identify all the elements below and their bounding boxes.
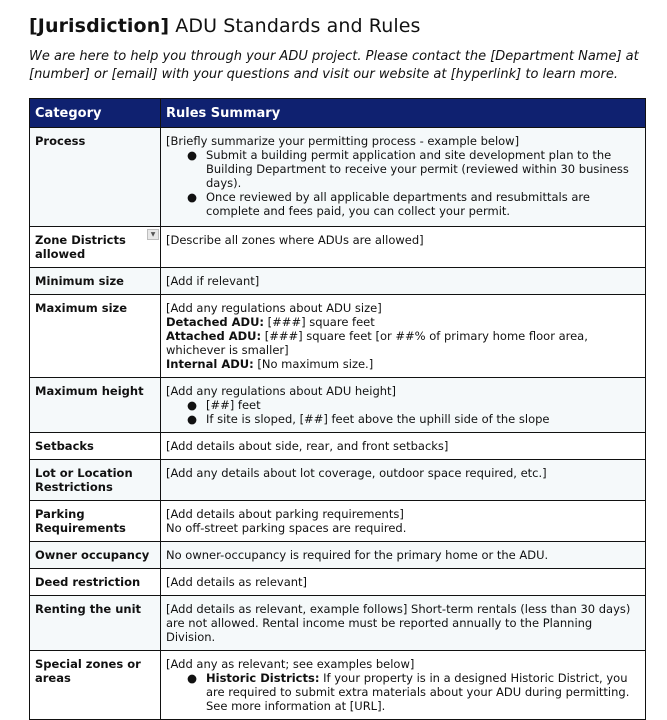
summary-cell: [Add any details about lot coverage, outdoor space required, etc.] <box>161 460 646 501</box>
attached-label: Attached ADU: <box>166 329 262 343</box>
header-rules-summary: Rules Summary <box>161 99 646 128</box>
category-cell: Setbacks <box>30 433 161 460</box>
table-row-renting <box>30 596 646 651</box>
attached-line <box>166 329 640 357</box>
table-row-max-height <box>30 378 646 433</box>
category-label: Zone Districts allowed <box>35 233 126 261</box>
list-item-text: Once reviewed by all applicable departments and resubmittals are complete and fees paid, you can collect your permit. <box>206 190 590 218</box>
list-item <box>187 398 640 412</box>
table-row-min-size <box>30 268 646 295</box>
bullet-icon: ● <box>187 190 198 204</box>
category-cell: Parking Requirements <box>30 501 161 542</box>
bullet-icon: ● <box>187 398 198 412</box>
summary-cell: [Add details as relevant] <box>161 569 646 596</box>
summary-cell <box>161 501 646 542</box>
category-cell: Renting the unit <box>30 596 161 651</box>
summary-cell <box>161 378 646 433</box>
intro-paragraph: We are here to help you through your ADU project. Please contact the [Department Name] at [number] or [email] with your questions and visit our website at [hyperlink] to learn more. <box>29 49 639 82</box>
bullet-list <box>166 148 640 218</box>
document-title <box>29 15 421 37</box>
internal-line <box>166 357 640 371</box>
list-item <box>187 190 640 218</box>
rules-table <box>29 98 646 720</box>
list-item <box>187 412 640 426</box>
summary-intro: [Add any as relevant; see examples below] <box>166 657 415 671</box>
list-item-text: If site is sloped, [##] feet above the uphill side of the slope <box>206 412 550 426</box>
category-cell: Process <box>30 128 161 227</box>
detached-text: [###] square feet <box>264 315 375 329</box>
summary-intro: [Briefly summarize your permitting process - example below] <box>166 134 520 148</box>
table-row-zones <box>30 227 646 268</box>
bullet-icon: ● <box>187 148 198 162</box>
category-cell: Minimum size <box>30 268 161 295</box>
internal-text: [No maximum size.] <box>253 357 374 371</box>
header-category: Category <box>30 99 161 128</box>
title-rest: ADU Standards and Rules <box>169 15 421 37</box>
table-row-setbacks <box>30 433 646 460</box>
table-row-max-size <box>30 295 646 378</box>
category-cell: Special zones or areas <box>30 651 161 720</box>
bullet-list <box>166 671 640 713</box>
list-item-text: If your property is in a designed Historic District, you are required to submit extra materials about your ADU during permitting. See more information at [URL]. <box>206 671 630 713</box>
bullet-icon: ● <box>187 412 198 426</box>
summary-cell <box>161 651 646 720</box>
detached-line <box>166 315 640 329</box>
table-row-process <box>30 128 646 227</box>
summary-cell <box>161 295 646 378</box>
table-row-special <box>30 651 646 720</box>
summary-cell: [Add details about side, rear, and front setbacks] <box>161 433 646 460</box>
attached-text: [###] square feet [or ##% of primary home floor area, whichever is smaller] <box>166 329 588 357</box>
parking-line-2: No off-street parking spaces are required. <box>166 521 407 535</box>
category-cell: Maximum height <box>30 378 161 433</box>
table-row-lot <box>30 460 646 501</box>
category-cell: Lot or Location Restrictions <box>30 460 161 501</box>
list-item-text: [##] feet <box>206 398 261 412</box>
bullet-icon: ● <box>187 671 198 685</box>
table-row-parking <box>30 501 646 542</box>
jurisdiction-placeholder: [Jurisdiction] <box>29 15 170 37</box>
historic-districts-label: Historic Districts: <box>206 671 320 685</box>
category-cell: Owner occupancy <box>30 542 161 569</box>
summary-cell: No owner-occupancy is required for the primary home or the ADU. <box>161 542 646 569</box>
list-item <box>187 671 640 713</box>
list-item <box>187 148 640 190</box>
detached-label: Detached ADU: <box>166 315 265 329</box>
category-cell: Deed restriction <box>30 569 161 596</box>
summary-cell <box>161 128 646 227</box>
summary-cell: [Describe all zones where ADUs are allowed] <box>161 227 646 268</box>
summary-cell: [Add if relevant] <box>161 268 646 295</box>
category-cell <box>30 227 161 268</box>
list-item-text: Submit a building permit application and site development plan to the Building Department to receive your permit (reviewed within 30 business days). <box>206 148 629 190</box>
summary-cell: [Add details as relevant, example follows] Short-term rentals (less than 30 days) are not allowed. Rental income must be reported annually to the Planning Division. <box>161 596 646 651</box>
table-row-deed <box>30 569 646 596</box>
summary-intro: [Add any regulations about ADU height] <box>166 384 397 398</box>
parking-line-1: [Add details about parking requirements] <box>166 507 404 521</box>
category-cell: Maximum size <box>30 295 161 378</box>
dropdown-arrow-icon[interactable]: ▼ <box>147 229 159 240</box>
table-header-row <box>30 99 646 128</box>
table-row-owner <box>30 542 646 569</box>
internal-label: Internal ADU: <box>166 357 254 371</box>
bullet-list <box>166 398 640 426</box>
summary-intro: [Add any regulations about ADU size] <box>166 301 382 315</box>
